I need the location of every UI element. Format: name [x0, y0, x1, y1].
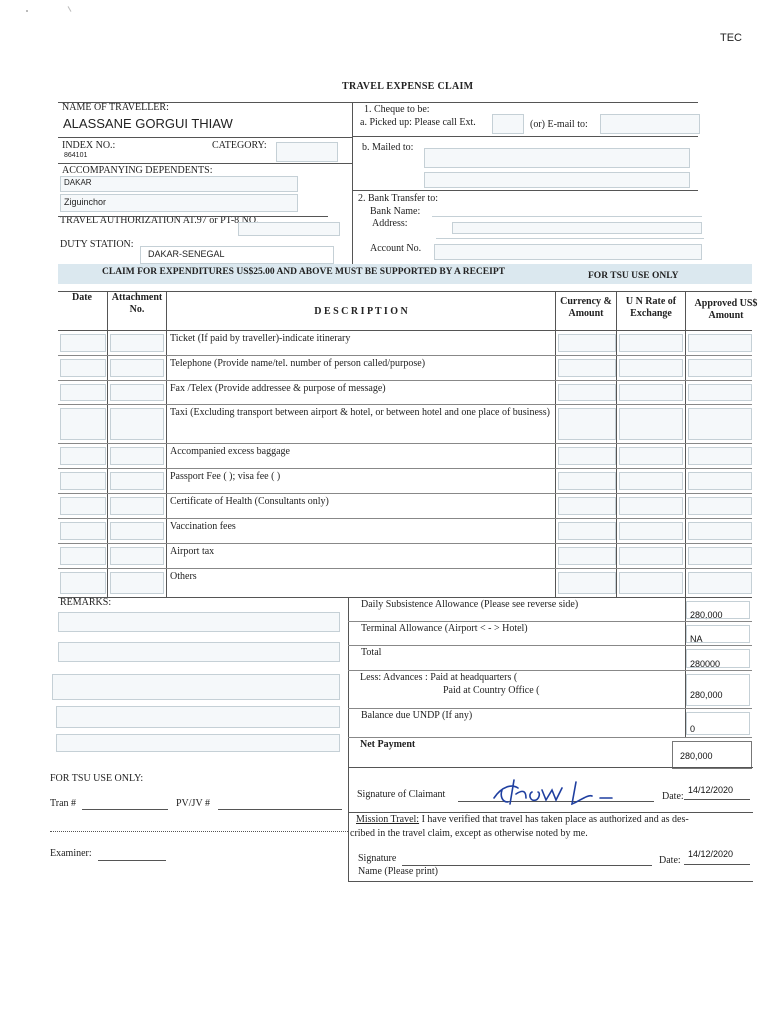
- expense-cell[interactable]: [619, 547, 683, 565]
- summary-value: 280,000: [690, 610, 723, 620]
- header-description: D E S C R I P T I O N: [314, 306, 408, 317]
- category-label: CATEGORY:: [212, 140, 267, 151]
- expense-cell[interactable]: [110, 472, 164, 490]
- mailed-label: b. Mailed to:: [362, 142, 414, 153]
- expense-cell[interactable]: [688, 334, 752, 352]
- expense-cell[interactable]: [688, 447, 752, 465]
- header-attachment: Attachment No.: [111, 292, 163, 315]
- summary-label-secondary: Paid at Country Office (: [443, 685, 540, 696]
- expense-cell[interactable]: [619, 472, 683, 490]
- expense-cell[interactable]: [688, 497, 752, 515]
- dependents-field-1[interactable]: [60, 176, 298, 192]
- dependents-line-1: DAKAR: [64, 178, 92, 187]
- expense-cell[interactable]: [688, 547, 752, 565]
- summary-label: Less: Advances : Paid at headquarters (: [360, 672, 518, 683]
- remarks-field-5[interactable]: [56, 734, 340, 752]
- scan-mark: [68, 6, 72, 12]
- row-line: [58, 355, 752, 356]
- mailed-field-1[interactable]: [424, 148, 690, 168]
- expense-cell[interactable]: [688, 472, 752, 490]
- expense-row-label: Fax /Telex (Provide addressee & purpose of message): [170, 383, 386, 394]
- expense-cell[interactable]: [558, 447, 616, 465]
- mission-name-label: Name (Please print): [358, 866, 438, 877]
- expense-cell[interactable]: [619, 572, 683, 594]
- expense-cell[interactable]: [558, 547, 616, 565]
- expense-row-label: Telephone (Provide name/tel. number of person called/purpose): [170, 358, 426, 369]
- mission-text-line-1: I have verified that travel has taken place as authorized and as des-: [421, 814, 689, 825]
- expense-row-label: Accompanied excess baggage: [170, 446, 290, 457]
- summary-line: [348, 670, 752, 671]
- expense-cell[interactable]: [558, 408, 616, 440]
- row-line: [58, 518, 752, 519]
- remarks-field-1[interactable]: [58, 612, 340, 632]
- bank-transfer-label: 2. Bank Transfer to:: [358, 193, 438, 204]
- dependents-line-2: Ziguinchor: [64, 197, 107, 207]
- expense-cell[interactable]: [110, 334, 164, 352]
- expense-cell[interactable]: [60, 572, 106, 594]
- expense-cell[interactable]: [60, 408, 106, 440]
- expense-cell[interactable]: [558, 334, 616, 352]
- expense-cell[interactable]: [558, 572, 616, 594]
- address-line: [436, 238, 704, 239]
- authorization-field[interactable]: [238, 222, 340, 236]
- claimant-date-line: [684, 799, 750, 800]
- mission-signature-label: Signature: [358, 853, 397, 864]
- remarks-label: REMARKS:: [60, 597, 112, 608]
- row-line: [58, 468, 752, 469]
- summary-label: Daily Subsistence Allowance (Please see reverse side): [361, 599, 579, 610]
- expense-cell[interactable]: [558, 384, 616, 401]
- summary-value-field[interactable]: [686, 625, 750, 643]
- claimant-date-label: Date:: [662, 791, 684, 802]
- row-line: [58, 568, 752, 569]
- expense-row-label: Airport tax: [170, 546, 215, 557]
- expense-cell[interactable]: [60, 547, 106, 565]
- expense-row-label: Vaccination fees: [170, 521, 236, 532]
- summary-line: [348, 737, 752, 738]
- remarks-field-2[interactable]: [58, 642, 340, 662]
- expense-cell[interactable]: [110, 522, 164, 540]
- row-line: [58, 380, 752, 381]
- expense-cell[interactable]: [110, 497, 164, 515]
- duty-station-field[interactable]: [140, 246, 334, 264]
- expense-cell[interactable]: [558, 522, 616, 540]
- header-approved: Approved US$ Amount: [694, 298, 758, 321]
- expense-cell[interactable]: [619, 447, 683, 465]
- expense-cell[interactable]: [110, 572, 164, 594]
- index-label: INDEX NO.:: [62, 140, 116, 151]
- rule: [58, 163, 352, 164]
- expense-cell[interactable]: [688, 359, 752, 377]
- col-line: [616, 291, 617, 597]
- summary-line: [348, 645, 752, 646]
- examiner-label: Examiner:: [50, 848, 92, 859]
- summary-label: Total: [361, 647, 382, 658]
- mailed-field-2[interactable]: [424, 172, 690, 188]
- col-line: [107, 291, 108, 597]
- expense-cell[interactable]: [60, 334, 106, 352]
- top-divider: [352, 102, 353, 266]
- category-field[interactable]: [276, 142, 338, 162]
- tran-line: [82, 809, 168, 810]
- account-label: Account No.: [370, 243, 422, 254]
- corner-code: TEC: [720, 32, 742, 44]
- remarks-field-4[interactable]: [56, 706, 340, 728]
- expense-cell[interactable]: [60, 522, 106, 540]
- expense-cell[interactable]: [688, 522, 752, 540]
- receipt-notice: CLAIM FOR EXPENDITURES US$25.00 AND ABOVE MUST BE SUPPORTED BY A RECEIPT: [102, 267, 505, 277]
- summary-value: NA: [690, 634, 703, 644]
- expense-row-label: Ticket (If paid by traveller)-indicate itinerary: [170, 333, 351, 344]
- expense-cell[interactable]: [60, 497, 106, 515]
- duty-station-label: DUTY STATION:: [60, 239, 134, 250]
- col-line: [555, 291, 556, 597]
- authorization-label: TRAVEL AUTHORIZATION AT.97 or PT-8 NO.: [60, 215, 259, 226]
- header-bottom: [58, 330, 752, 331]
- summary-line: [348, 708, 752, 709]
- cheque-label: 1. Cheque to be:: [364, 104, 430, 115]
- expense-cell[interactable]: [688, 384, 752, 401]
- expense-cell[interactable]: [60, 359, 106, 377]
- col-line: [685, 291, 686, 597]
- expense-cell[interactable]: [619, 408, 683, 440]
- expense-cell[interactable]: [110, 384, 164, 401]
- expense-cell[interactable]: [688, 572, 752, 594]
- duty-station-value: DAKAR-SENEGAL: [148, 249, 225, 259]
- summary-value-field[interactable]: [686, 649, 750, 668]
- dependents-label: ACCOMPANYING DEPENDENTS:: [62, 165, 213, 176]
- claimant-signature-label: Signature of Claimant: [357, 789, 446, 800]
- expense-cell[interactable]: [110, 408, 164, 440]
- rule: [352, 136, 698, 137]
- expense-cell[interactable]: [619, 497, 683, 515]
- expense-cell[interactable]: [619, 384, 683, 401]
- summary-value-field[interactable]: [686, 712, 750, 735]
- scan-mark: [26, 10, 28, 12]
- expense-cell[interactable]: [60, 384, 106, 401]
- expense-cell[interactable]: [60, 447, 106, 465]
- net-payment-label: Net Payment: [360, 739, 416, 750]
- tran-label: Tran #: [50, 798, 77, 809]
- bank-name-label: Bank Name:: [370, 206, 421, 217]
- traveller-name: ALASSANE GORGUI THIAW: [63, 116, 233, 131]
- email-label: (or) E-mail to:: [530, 119, 588, 130]
- mission-date-label: Date:: [659, 855, 681, 866]
- pickup-label: a. Picked up: Please call Ext.: [360, 117, 476, 128]
- expense-cell[interactable]: [110, 447, 164, 465]
- expense-cell[interactable]: [619, 522, 683, 540]
- dotted-separator: [50, 831, 348, 832]
- summary-value: 280000: [690, 658, 721, 669]
- header-rate: U N Rate of Exchange: [625, 296, 677, 319]
- address-label: Address:: [372, 218, 408, 229]
- expense-cell[interactable]: [110, 359, 164, 377]
- summary-value-field[interactable]: [686, 674, 750, 706]
- expense-row-label: Passport Fee ( ); visa fee ( ): [170, 471, 281, 482]
- form-title: TRAVEL EXPENSE CLAIM: [342, 81, 474, 92]
- expense-row-label: Others: [170, 571, 197, 582]
- mission-text: [356, 814, 748, 826]
- rule: [352, 190, 698, 191]
- summary-value: 0: [690, 723, 696, 734]
- claimant-date-value: 14/12/2020: [688, 785, 734, 795]
- name-label: NAME OF TRAVELLER:: [62, 102, 169, 113]
- expense-cell[interactable]: [60, 472, 106, 490]
- expense-cell[interactable]: [110, 547, 164, 565]
- address-field[interactable]: [452, 222, 702, 234]
- rule: [58, 216, 328, 217]
- pvjv-line: [218, 809, 342, 810]
- tsu-use-only-header: FOR TSU USE ONLY: [588, 271, 679, 281]
- header-currency: Currency & Amount: [560, 296, 612, 319]
- net-payment-value: 280,000: [680, 751, 713, 761]
- expense-cell[interactable]: [619, 334, 683, 352]
- expense-row-label: Taxi (Excluding transport between airport & hotel, or between hotel and one place of business): [170, 407, 551, 418]
- pvjv-label: PV/JV #: [176, 798, 210, 809]
- expense-cell[interactable]: [558, 472, 616, 490]
- expense-cell[interactable]: [619, 359, 683, 377]
- account-field[interactable]: [434, 244, 702, 260]
- summary-value: 280,000: [690, 690, 723, 700]
- tsu-section-title: FOR TSU USE ONLY:: [50, 773, 144, 784]
- row-line: [58, 443, 752, 444]
- table-bottom: [58, 597, 752, 598]
- expense-row-label: Certificate of Health (Consultants only): [170, 496, 329, 507]
- col-line: [166, 291, 167, 597]
- expense-cell[interactable]: [558, 497, 616, 515]
- row-line: [58, 543, 752, 544]
- bank-name-line: [432, 216, 702, 217]
- mission-text-line-2: cribed in the travel claim, except as otherwise noted by me.: [350, 828, 588, 839]
- expense-cell[interactable]: [558, 359, 616, 377]
- summary-label: Balance due UNDP (If any): [361, 710, 473, 721]
- mission-signature-line: [402, 865, 652, 866]
- mission-date-line: [684, 864, 750, 865]
- row-line: [58, 404, 752, 405]
- row-line: [58, 493, 752, 494]
- summary-divider: [348, 597, 349, 767]
- remarks-field-3[interactable]: [52, 674, 340, 700]
- ext-field[interactable]: [492, 114, 524, 134]
- rule: [58, 137, 352, 138]
- index-value: 864101: [64, 152, 88, 159]
- email-field[interactable]: [600, 114, 700, 134]
- summary-label: Terminal Allowance (Airport < - > Hotel): [361, 623, 528, 634]
- mission-heading: Mission Travel:: [356, 814, 420, 825]
- header-date: Date: [72, 292, 92, 303]
- examiner-line: [98, 860, 166, 861]
- expense-cell[interactable]: [688, 408, 752, 440]
- summary-line: [348, 621, 752, 622]
- mission-date-value: 14/12/2020: [688, 849, 734, 859]
- claimant-signature: [488, 776, 628, 810]
- summary-value-field[interactable]: [686, 601, 750, 619]
